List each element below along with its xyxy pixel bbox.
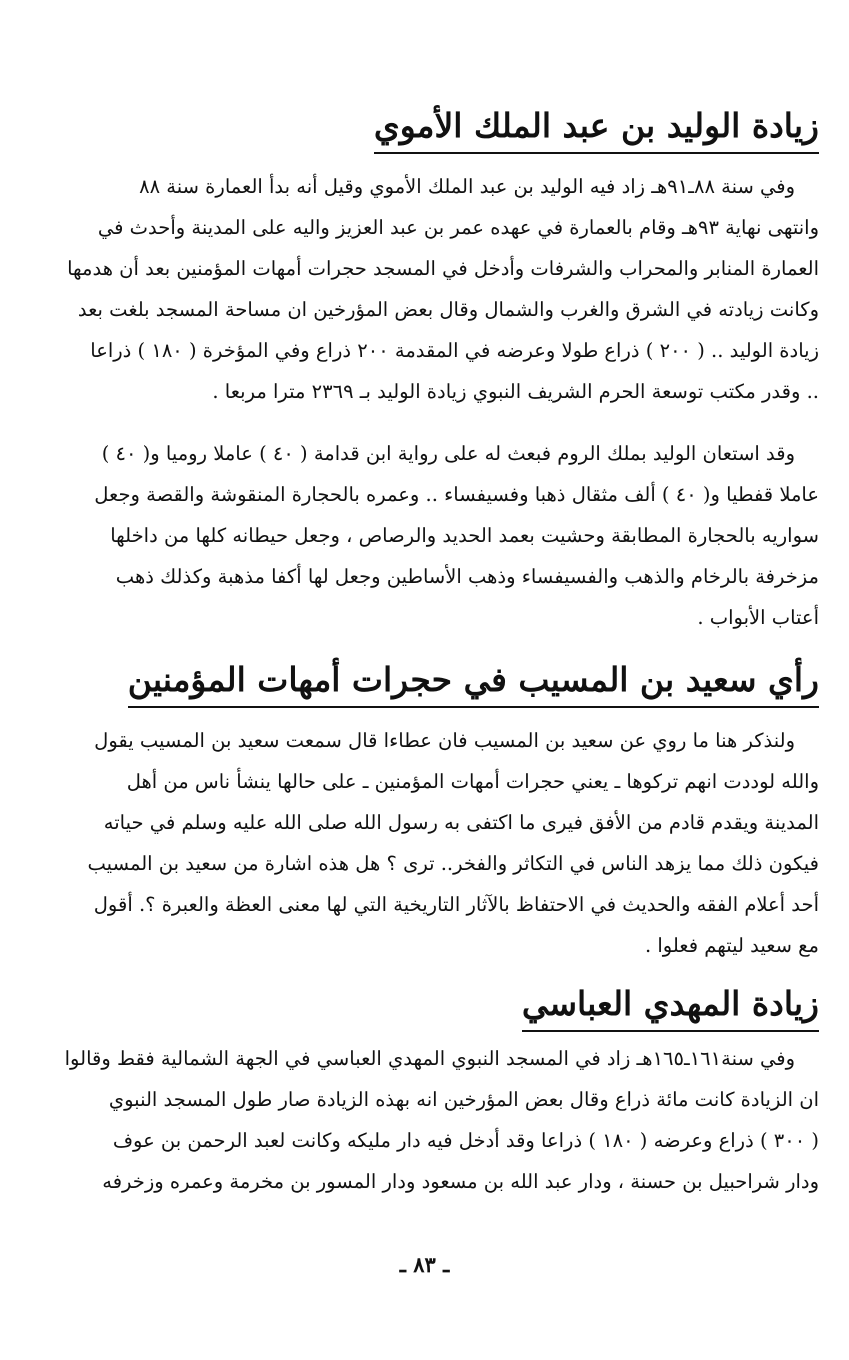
text-line: ولنذكر هنا ما روي عن سعيد بن المسيب فان عطاءا قال سمعت سعيد بن المسيب يقول — [94, 729, 795, 752]
text-line: وفي سنة ٨٨ـ٩١هـ زاد فيه الوليد بن عبد الملك الأموي وقيل أنه بدأ العمارة سنة ٨٨ — [139, 175, 795, 198]
text-line: العمارة المنابر والمحراب والشرفات وأدخل في المسجد حجرات أمهات المؤمنين بعد أن هدمها — [67, 257, 819, 280]
text-line: وفي سنة١٦١ـ١٦٥هـ زاد في المسجد النبوي المهدي العباسي في الجهة الشمالية فقط وقالوا — [64, 1047, 795, 1070]
text-line: المدينة ويقدم قادم من الأفق فيرى ما اكتفى به رسول الله صلى الله عليه وسلم في حياته — [103, 811, 819, 834]
text-line: ان الزيادة كانت مائة ذراع وقال بعض المؤرخين انه بهذه الزيادة صار طول المسجد النبوي — [108, 1088, 819, 1111]
text-line: وانتهى نهاية ٩٣هـ وقام بالعمارة في عهده عمر بن عبد العزيز واليه على المدينة وأحدث في — [97, 216, 819, 239]
text-line: سواريه بالحجارة المطابقة وحشيت بعمد الحديد والرصاص ، وجعل حيطانه كلها من داخلها — [110, 524, 819, 547]
text-line: زيادة الوليد .. ( ٢٠٠ ) ذراع طولا وعرضه في المقدمة ٢٠٠ ذراع وفي المؤخرة ( ١٨٠ ) ذراعا — [90, 339, 819, 362]
paragraph-mahdi-expansion — [29, 1038, 819, 1202]
page-number: ـ ٨٣ ـ — [399, 1252, 450, 1277]
text-line: وقد استعان الوليد بملك الروم فبعث له على رواية ابن قدامة ( ٤٠ ) عاملا روميا و( ٤٠ ) — [101, 442, 795, 465]
text-line: مزخرفة بالرخام والذهب والفسيفساء وذهب الأساطين وجعل لها أكفا مذهبة وكذلك ذهب — [115, 565, 819, 588]
section-heading-saeed-opinion: رأي سعيد بن المسيب في حجرات أمهات المؤمنين — [128, 658, 819, 708]
text-line: عاملا قفطيا و( ٤٠ ) ألف مثقال ذهبا وفسيفساء .. وعمره بالحجارة المنقوشة والقصة وجعل — [94, 483, 819, 506]
section-heading-mahdi-expansion: زيادة المهدي العباسي — [522, 982, 819, 1032]
text-line: أعتاب الأبواب . — [697, 606, 819, 629]
text-line: ودار شراحبيل بن حسنة ، ودار عبد الله بن مسعود ودار المسور بن مخرمة وعمره وزخرفه — [102, 1170, 819, 1193]
paragraph-walid-expansion — [29, 166, 819, 412]
text-line: وكانت زيادته في الشرق والغرب والشمال وقال بعض المؤرخين ان مساحة المسجد بلغت بعد — [77, 298, 819, 321]
text-line: ( ٣٠٠ ) ذراع وعرضه ( ١٨٠ ) ذراعا وقد أدخل فيه دار مليكه وكانت لعبد الرحمن بن عوف — [112, 1129, 819, 1152]
text-line: والله لوددت انهم تركوها ـ يعني حجرات أمهات المؤمنين ـ على حالها ينشأ ناس من أهل — [126, 770, 819, 793]
text-line: مع سعيد ليتهم فعلوا . — [644, 934, 819, 957]
text-line: فيكون ذلك مما يزهد الناس في التكاثر والفخر.. ترى ؟ هل هذه اشارة من سعيد بن المسيب — [87, 852, 819, 875]
paragraph-saeed-opinion — [29, 720, 819, 966]
text-line: .. وقدر مكتب توسعة الحرم الشريف النبوي زيادة الوليد بـ ٢٣٦٩ مترا مربعا . — [212, 380, 819, 403]
section-heading-walid-expansion: زيادة الوليد بن عبد الملك الأموي — [374, 104, 819, 154]
text-line: أحد أعلام الفقه والحديث في الاحتفاظ بالآثار التاريخية التي لها معنى العظة والعبرة ؟. أقول — [93, 893, 819, 916]
paragraph-byzantine-workers — [29, 433, 819, 638]
